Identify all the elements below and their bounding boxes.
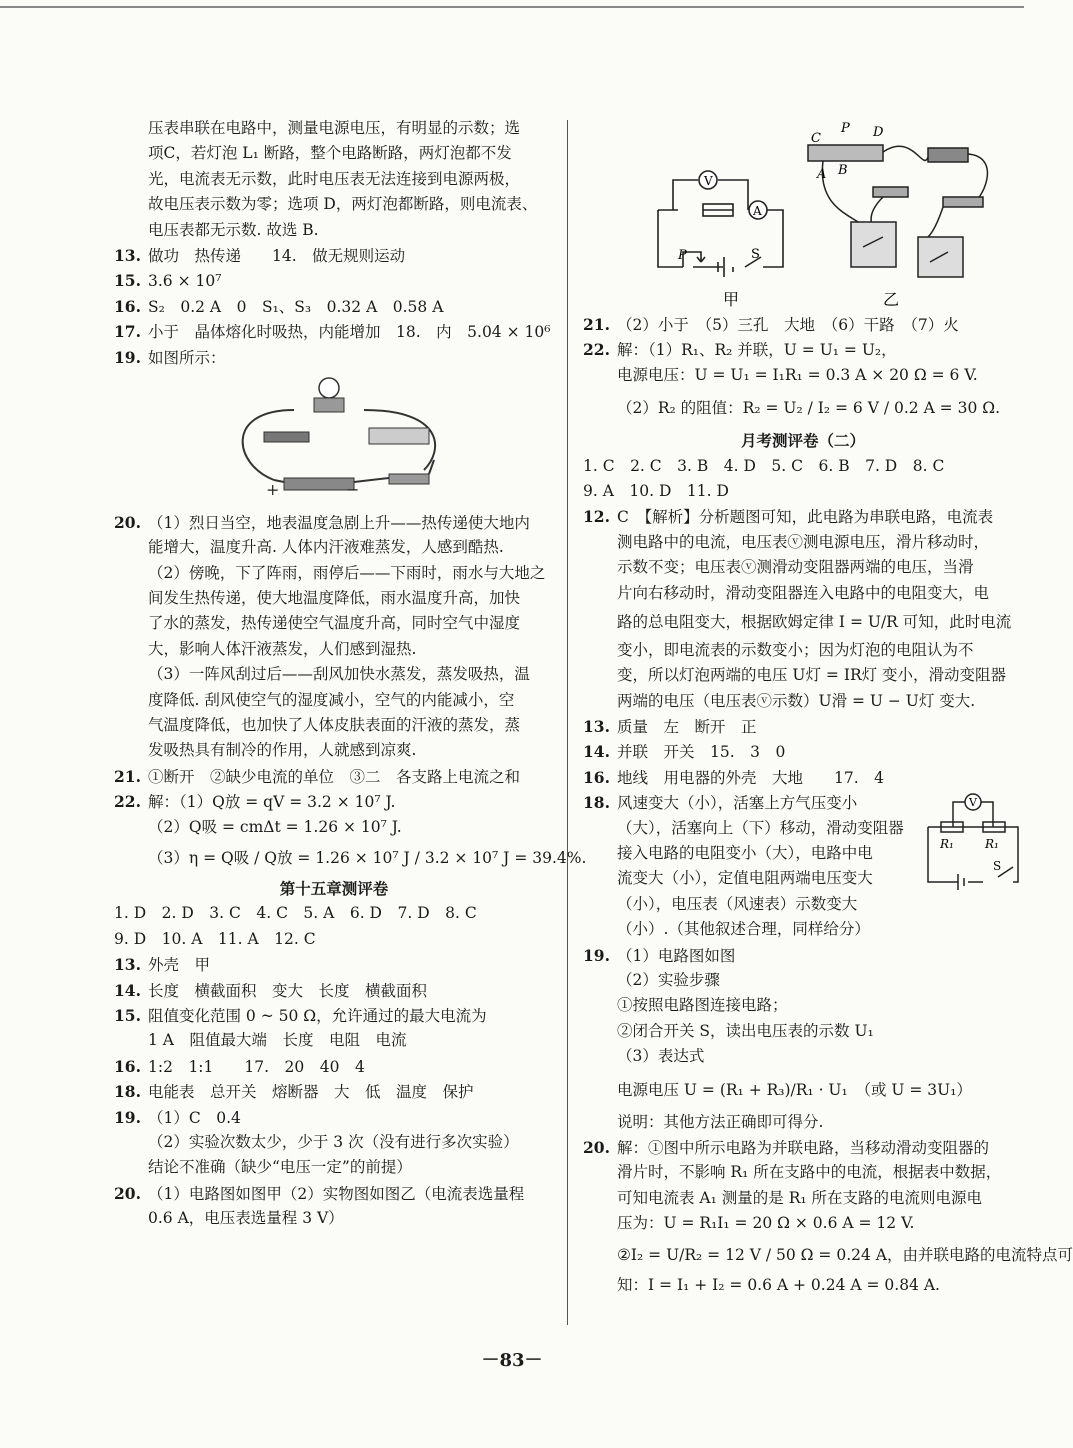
text-line: 接入电路的电阻变小（大），电路中电 (617, 844, 873, 863)
slider-label: P (678, 248, 687, 263)
text-line: 度降低. 刮风使空气的湿度减小，空气的内能减小，空 (148, 690, 515, 709)
text-line: 压为：U = R₁I₁ = 20 Ω × 0.6 A = 12 V. (617, 1214, 915, 1233)
text-line: 压表串联在电路中，测量电源电压，有明显的示数；选 (148, 119, 521, 137)
text-line: 气温度降低，也加快了人体皮肤表面的汗液的蒸发，蒸 (148, 716, 521, 735)
page-number: －83－ (481, 1350, 543, 1371)
text-line: 0.6 A，电压表选量程 3 V） (148, 1209, 344, 1228)
text-line: ②闭合开关 S，读出电压表的示数 U₁ (617, 1021, 874, 1040)
text-line: 路的总电阻变大，根据欧姆定律 I = U/R 可知，此时电流 (617, 612, 1012, 631)
text-line: （小）.（其他叙述合理，同样给分） (617, 920, 870, 939)
text-line: 电压表都无示数. 故选 B. (148, 220, 319, 239)
answer-20m: 20. 解：①图中所示电路为并联电路，当移动滑动变阻器的 (583, 1137, 990, 1157)
label-p: P (841, 121, 850, 136)
answer-13b: 13. 外壳 甲 (114, 955, 211, 975)
answer-14b: 14. 长度 横截面积 变大 长度 横截面积 (114, 980, 428, 1000)
text-line: （2）实验步骤 (617, 970, 720, 989)
text-line: （2）R₂ 的阻值：R₂ = U₂ / I₂ = 6 V / 0.2 A = 30 Ω. (617, 399, 1001, 418)
answer-15: 15. 3.6 × 10⁷ (114, 271, 222, 291)
ammeter-label: A (753, 204, 762, 218)
answer-13: 13. 做功 热传递 14. 做无规则运动 (114, 245, 406, 265)
text-line: 测电路中的电流，电压表ⓥ测电源电压，滑片移动时， (617, 532, 990, 551)
answer-20: 20. （1）烈日当空，地表温度急剧上升——热传递使大地内 (114, 512, 530, 532)
text-line: 电源电压：U = U₁ = I₁R₁ = 0.3 A × 20 Ω = 6 V. (617, 365, 978, 384)
left-column (114, 116, 587, 1231)
answer-17: 17. 小于 晶体熔化时吸热，内能增加 18. 内 5.04 × 10⁶ (114, 322, 551, 342)
text-line: 光，电流表无示数，此时电压表无法连接到电源两极， (148, 169, 521, 188)
text-line: （3）一阵风刮过后——刮风加快水蒸发，蒸发吸热，温 (148, 665, 530, 684)
answer-19b: 19. （1）C 0.4 (114, 1107, 241, 1127)
text-line: （2）傍晚，下了阵雨，雨停后——下雨时，雨水与大地之 (148, 563, 546, 582)
text-line: 了水的蒸发，热传递使空气温度升高，同时空气中湿度 (148, 614, 521, 633)
answer-19m: 19. （1）电路图如图 (583, 945, 736, 965)
answer-21: 21. ①断开 ②缺少电流的单位 ③二 各支路上电流之和 (114, 766, 521, 786)
text-line: 可知电流表 A₁ 测量的是 R₁ 所在支路的电流则电源电 (617, 1188, 983, 1207)
answer-22: 22. 解：（1）Q放 = qV = 3.2 × 10⁷ J. (114, 792, 396, 812)
text-line: 知：I = I₁ + I₂ = 0.6 A + 0.24 A = 0.84 A. (617, 1275, 940, 1294)
answer-18m: 18. 风速变大（小），活塞上方气压变小 (583, 793, 858, 813)
text-line: 说明：其他方法正确即可得分. (617, 1112, 824, 1131)
resistor-label: R₁ (940, 837, 954, 852)
text-line: 大，影响人体汗液蒸发，人们感到湿热. (148, 639, 417, 658)
voltmeter-label: V (969, 796, 977, 810)
answer-16m: 16. 地线 用电器的外壳 大地 17. 4 (583, 767, 885, 787)
figure-label-jia: 甲 (723, 290, 740, 309)
answer-19: 19. 如图所示： (114, 347, 226, 367)
text-line: 变小，即电流表的示数变小；因为灯泡的电阻认为不 (617, 640, 974, 659)
text-line: （3）η = Q吸 / Q放 = 1.26 × 10⁷ J / 3.2 × 10⁷ J = 39.4%. (148, 848, 587, 867)
label-c: C (811, 131, 821, 146)
right-column (583, 112, 1073, 1298)
answer-18b: 18. 电能表 总开关 熔断器 大 低 温度 保护 (114, 1082, 474, 1102)
switch-label: S (751, 247, 760, 262)
answer-13m: 13. 质量 左 断开 正 (583, 717, 757, 737)
section-title-monthly-2: 月考测评卷（二） (740, 431, 865, 451)
text-line: 流变大（小），定值电阻两端电压变大 (617, 869, 873, 888)
text-line: （2）实验次数太少，少于 3 次（没有进行多次实验） (148, 1132, 519, 1151)
choice-answers: 9. A 10. D 11. D (583, 481, 729, 500)
text-line: 片向右移动时，滑动变阻器连入电路中的电阻变大，电 (617, 583, 990, 602)
answer-14m: 14. 并联 开关 15. 3 0 (583, 742, 786, 762)
label-d: D (873, 125, 884, 140)
circuit-photo-19 (114, 370, 554, 510)
voltmeter-label: V (704, 174, 713, 188)
svg-text:+: + (266, 479, 280, 499)
text-line: （2）Q吸 = cmΔt = 1.26 × 10⁷ J. (148, 817, 402, 836)
text-line: （小），电压表（风速表）示数变大 (617, 894, 858, 913)
label-a: A (817, 167, 827, 182)
choice-answers: 1. C 2. C 3. B 4. D 5. C 6. B 7. D 8. C (583, 456, 945, 475)
answer-21c: 21. （2）小于 （5）三孔 大地 （6）干路 （7）火 (583, 315, 959, 334)
circuit-diagram-18 (913, 782, 1023, 902)
answer-12m: 12. C 【解析】分析题图可知，此电路为串联电路，电流表 (583, 507, 994, 527)
text-line: 结论不准确（缺少“电压一定”的前提） (148, 1158, 412, 1177)
answer-18m-block (583, 790, 1023, 942)
answer-16b: 16. 1:2 1:1 17. 20 40 4 (114, 1056, 365, 1076)
text-line: ②I₂ = U/R₂ = 12 V / 50 Ω = 0.24 A，由并联电路的电流特点可 (617, 1245, 1073, 1264)
figure-label-yi: 乙 (883, 290, 900, 309)
text-line: 两端的电压（电压表ⓥ示数）U滑 = U − U灯 变大. (617, 691, 976, 710)
column-divider (567, 120, 568, 1325)
svg-text:−: − (346, 479, 360, 499)
text-line: （3）表达式 (617, 1047, 705, 1066)
text-line: 1 A 阻值最大端 长度 电阻 电流 (148, 1031, 407, 1050)
resistor-label: R₁ (985, 837, 999, 852)
section-title-15: 第十五章测评卷 (279, 878, 389, 898)
switch-label: S (993, 859, 1002, 874)
text-line: 电源电压 U = (R₁ + R₃)/R₁ · U₁ （或 U = 3U₁） (617, 1080, 972, 1099)
answer-15b: 15. 阻值变化范围 0 ~ 50 Ω，允许通过的最大电流为 (114, 1005, 487, 1025)
text-line: 变，所以灯泡两端的电压 U灯 = IR灯 变小，滑动变阻器 (617, 666, 1007, 685)
text-line: 示数不变；电压表ⓥ测滑动变阻器两端的电压，当滑 (617, 558, 974, 577)
text-line: 故电压表示数为零；选项 D，两灯泡都断路，则电流表、 (148, 195, 538, 214)
choice-answers: 9. D 10. A 11. A 12. C (114, 929, 316, 948)
text-line: ①按照电路图连接电路； (617, 996, 788, 1015)
label-b: B (838, 163, 848, 178)
choice-answers: 1. D 2. D 3. C 4. C 5. A 6. D 7. D 8. C (114, 904, 477, 923)
text-line: 发吸热具有制冷的作用，人就感到凉爽. (148, 741, 417, 760)
text-line: 间发生热传递，使大地温度降低，雨水温度升高，加快 (148, 589, 521, 608)
text-line: （大），活塞向上（下）移动，滑动变阻器 (617, 818, 904, 837)
figures-jia-yi (583, 112, 1023, 312)
answer-20b: 20. （1）电路图如图甲（2）实物图如图乙（电流表选量程 (114, 1183, 525, 1203)
answer-16: 16. S₂ 0.2 A 0 S₁、S₃ 0.32 A 0.58 A (114, 296, 444, 316)
text-line: 滑片时，不影响 R₁ 所在支路中的电流，根据表中数据， (617, 1163, 1002, 1182)
top-rule (0, 6, 1024, 8)
text-line: 项C，若灯泡 L₁ 断路，整个电路断路，两灯泡都不发 (148, 144, 512, 163)
answer-22c: 22. 解：（1）R₁、R₂ 并联，U = U₁ = U₂， (583, 340, 897, 360)
text-line: 能增大，温度升高. 人体内汗液难蒸发，人感到酷热. (148, 538, 504, 557)
